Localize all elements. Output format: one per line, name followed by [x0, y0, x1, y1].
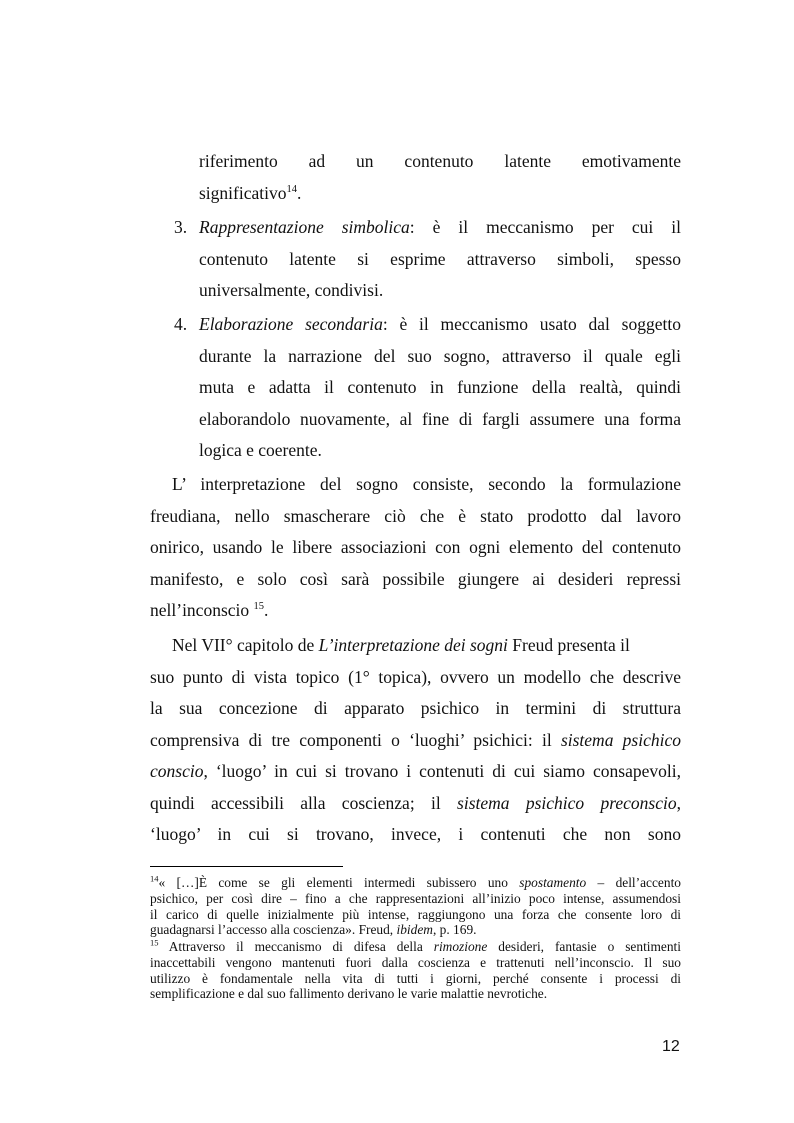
footnote-mark: 14	[150, 873, 159, 884]
list-number: 4.	[174, 314, 188, 334]
list-item-continuation: riferimento ad un contenuto latente emotivamente significativo$^{14}$.	[199, 151, 681, 203]
list-item-4: 4. Elaborazione secondaria: è il meccanismo usato dal soggetto durante la narrazione del suo sogno, attraverso il quale egli muta e adatta il contenuto in funzione della realtà, quindi elaborandolo nuovamente, al fine di fargli assumere una forma logica e coerente.	[199, 309, 681, 467]
list-term: Elaborazione secondaria	[199, 314, 383, 334]
footnote-separator	[150, 866, 343, 867]
list-item-3: 3. Rappresentazione simbolica: è il meccanismo per cui il contenuto latente si esprime attraverso simboli, spesso universalmente, condivisi.	[199, 212, 681, 307]
book-title: L’interpretazione dei sogni	[318, 635, 508, 655]
body-paragraph-topica: Nel VII° capitolo de L’interpretazione dei sogni Freud presenta il suo punto di vista topico (1° topica), ovvero un modello che descrive la sua concezione di apparato psichico in termini di struttura comprensiva di tre componenti o ‘luoghi’ psichici: il sistema psichico conscio, ‘luogo’ in cui si trovano i contenuti di cui siamo consapevoli, quindi accessibili alla coscienza; il sistema psichico preconscio, ‘luogo’ in cui si trovano, invece, i contenuti che non sono	[150, 635, 682, 844]
footnote-ref-15[interactable]: 15	[253, 601, 265, 613]
footnote-14: $^{14}$« […]È come se gli elementi intermedi subissero uno spostamento – dell’accento psichico, per così dire – fino a che rappresentazioni all’inizio poco intense, assumendosi il carico di quelle inizialmente più intense, raggiungono una forza che consente loro di guadagnarsi l’accesso alla coscienza». Freud, ibidem, p. 169.	[150, 873, 681, 938]
list-term: Rappresentazione simbolica	[199, 217, 410, 237]
footnote-mark: 15	[150, 937, 159, 948]
list-number: 3.	[174, 217, 188, 237]
page-number: 12	[662, 1038, 680, 1055]
footnote-ref-14[interactable]: 14	[286, 183, 297, 195]
footnote-15: $^{15}$ Attraverso il meccanismo di difesa della rimozione desideri, fantasie o sentimenti inaccettabili vengono mantenuti fuori dalla coscienza e trattenuti nell’inconscio. Il suo utilizzo è fondamentale nella vita di tutti i giorni, perché consente i processi di semplificazione e dal suo fallimento derivano le varie malattie nevrotiche.	[150, 937, 681, 1002]
body-paragraph-interpretation: L’ interpretazione del sogno consiste, secondo la formulazione freudiana, nello smascherare ciò che è stato prodotto dal lavoro onirico, usando le libere associazioni con ogni elemento del contenuto manifesto, e solo così sarà possibile giungere ai desideri repressi nell’inconscio $^{15}$.	[150, 474, 681, 620]
